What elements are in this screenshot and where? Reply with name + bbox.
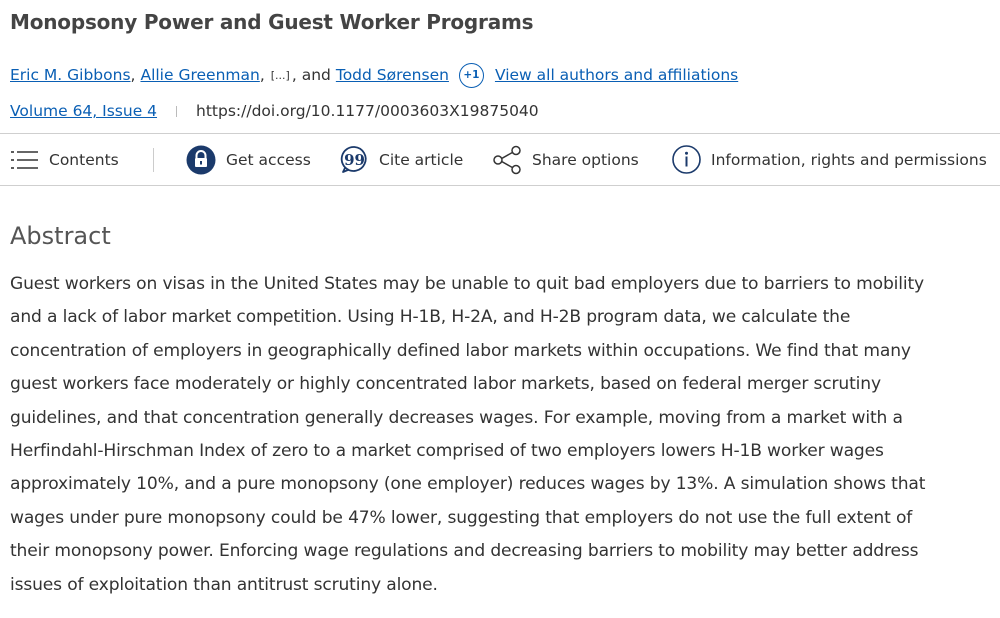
divider — [176, 106, 177, 117]
menu-icon — [10, 148, 39, 172]
abstract-line: issues of exploitation than antitrust scrutiny alone. — [10, 574, 438, 595]
author-ellipsis: [...] — [270, 68, 290, 82]
abstract-line: guest workers face moderately or highly concentrated labor markets, based on federal merger scrutiny — [10, 374, 881, 395]
author-list — [10, 62, 738, 88]
quote-icon — [340, 145, 369, 174]
author-separator: , and — [291, 66, 331, 84]
lock-icon — [186, 145, 216, 175]
article-title: Monopsony Power and Guest Worker Programs — [10, 10, 534, 34]
more-authors-badge[interactable]: +1 — [459, 63, 484, 88]
abstract-body — [10, 268, 1000, 602]
get-access-label: Get access — [226, 150, 311, 169]
share-options-button[interactable] — [493, 134, 639, 185]
information-permissions-label: Information, rights and permissions — [711, 150, 987, 169]
cite-article-button[interactable] — [340, 134, 463, 185]
author-link-greenman[interactable]: Allie Greenman — [140, 66, 260, 84]
share-options-label: Share options — [532, 150, 639, 169]
cite-article-label: Cite article — [379, 150, 464, 169]
author-link-sorensen[interactable]: Todd Sørensen — [335, 66, 449, 84]
svg-text:99: 99 — [344, 151, 365, 169]
abstract-line: guidelines, and that concentration generally decreases wages. For example, moving from a market with a — [10, 407, 903, 428]
get-access-button[interactable] — [186, 134, 311, 185]
view-all-authors-link[interactable]: View all authors and affiliations — [494, 66, 739, 84]
volume-issue-link[interactable]: Volume 64, Issue 4 — [10, 102, 158, 120]
publication-info — [10, 100, 539, 122]
abstract-line: approximately 10%, and a pure monopsony (one employer) reduces wages by 13%. A simulation shows that — [10, 474, 926, 495]
information-permissions-button[interactable] — [672, 134, 987, 185]
abstract-line: concentration of employers in geographically defined labor markets within occupations. We find that many — [10, 340, 911, 361]
abstract-heading: Abstract — [10, 222, 111, 250]
abstract-line: Herfindahl-Hirschman Index of zero to a market comprised of two employers lowers H-1B worker wages — [10, 441, 884, 462]
abstract-line: wages under pure monopsony could be 47% lower, suggesting that employers do not use the full extent of — [10, 507, 913, 528]
abstract-line: and a lack of labor market competition. Using H-1B, H-2A, and H-2B program data, we calculate the — [10, 307, 851, 328]
author-link-gibbons[interactable]: Eric M. Gibbons — [10, 66, 131, 84]
author-separator: , — [130, 66, 136, 84]
doi-text: https://doi.org/10.1177/0003603X19875040 — [196, 102, 539, 120]
author-separator: , — [259, 66, 265, 84]
info-icon — [672, 145, 701, 174]
share-icon — [493, 145, 522, 175]
abstract-line: their monopsony power. Enforcing wage regulations and decreasing barriers to mobility may better address — [10, 541, 919, 562]
article-toolbar — [0, 133, 1000, 186]
toolbar-divider — [153, 148, 154, 172]
abstract-line: Guest workers on visas in the United States may be unable to quit bad employers due to barriers to mobility — [10, 274, 924, 294]
contents-label: Contents — [49, 150, 119, 169]
contents-button[interactable] — [10, 134, 119, 185]
